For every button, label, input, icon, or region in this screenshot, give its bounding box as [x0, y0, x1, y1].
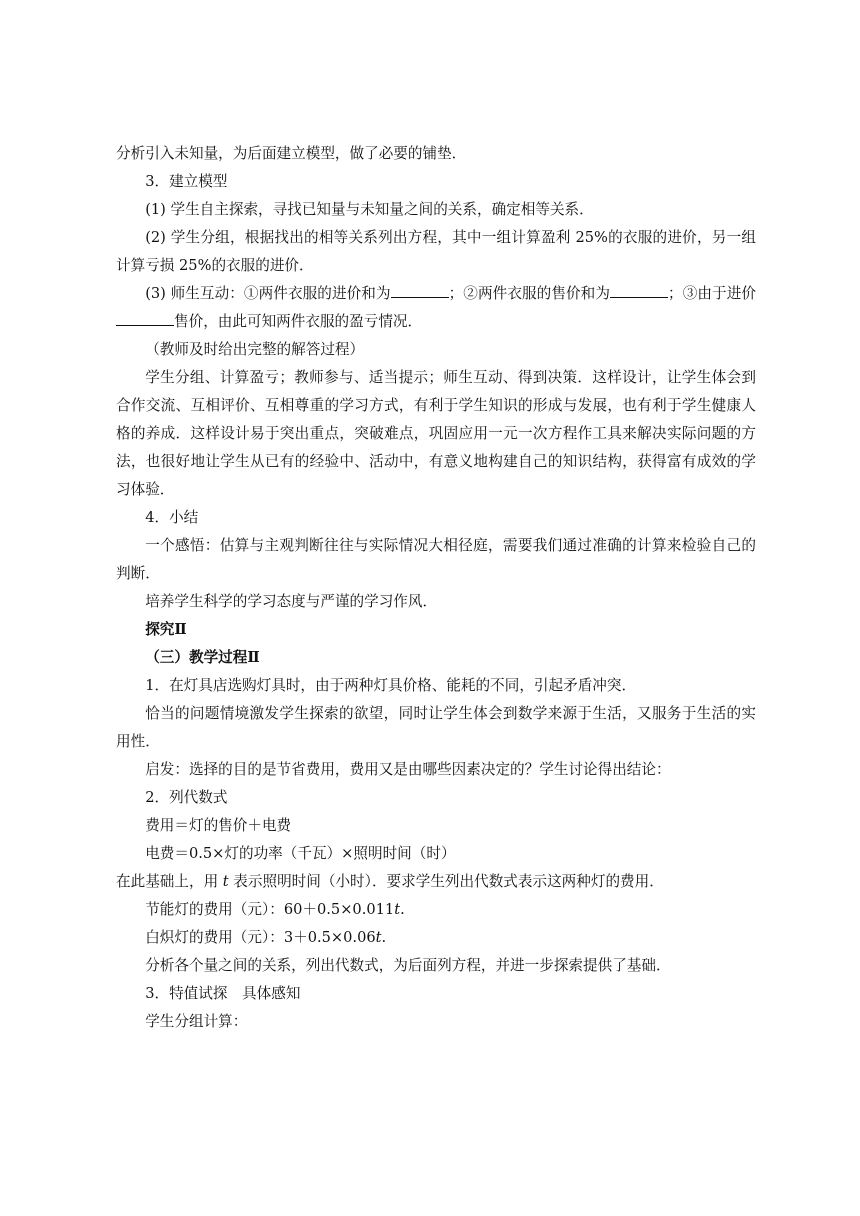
text-segment: .	[400, 901, 405, 918]
paragraph	[116, 868, 756, 896]
paragraph: 一个感悟：估算与主观判断往往与实际情况大相径庭，需要我们通过准确的计算来检验自己的判断．	[116, 537, 756, 582]
text-segment: ；③由于进价	[668, 285, 756, 302]
fill-blank	[391, 282, 449, 298]
formula-line	[116, 896, 756, 924]
section-heading: 3．建立模型	[145, 173, 228, 190]
paragraph-with-blanks	[116, 280, 756, 336]
bold-heading: （三）教学过程Ⅱ	[145, 649, 260, 666]
text-segment: 在此基础上，用	[116, 873, 223, 890]
paragraph: 分析引入未知量，为后面建立模型，做了必要的铺垫．	[116, 145, 467, 162]
text-segment: ；②两件衣服的售价和为	[448, 285, 611, 302]
paragraph: (1) 学生自主探索，寻找已知量与未知量之间的关系，确定相等关系．	[145, 201, 594, 218]
text-segment: 节能灯的费用（元）：60＋0.5×0.011	[145, 901, 395, 918]
text-segment: 售价，由此可知两件衣服的盈亏情况．	[174, 313, 423, 330]
paragraph: (2) 学生分组，根据找出的相等关系列出方程，其中一组计算盈利 25%的衣服的进价，另一组计算亏损 25%的衣服的进价．	[116, 229, 756, 274]
variable: t	[375, 929, 382, 946]
paragraph: 学生分组、计算盈亏；教师参与、适当提示；师生互动、得到决策．这样设计，让学生体会到合作交流、互相评价、互相尊重的学习方式，有利于学生知识的形成与发展，也有利于学生健康人格的养成．这样设计易于突出重点，突破难点，巩固应用一元一次方程作工具来解决实际问题的方法，也很好地让学生从已有的经验中、活动中，有意义地构建自己的知识结构，获得富有成效的学习体验．	[116, 369, 756, 498]
paragraph: 启发：选择的目的是节省费用，费用又是由哪些因素决定的？学生讨论得出结论：	[145, 761, 671, 778]
text-segment: 表示照明时间（小时）．要求学生列出代数式表示这两种灯的费用．	[228, 873, 664, 890]
paragraph: 学生分组计算：	[145, 1013, 248, 1030]
text-segment: 白炽灯的费用（元）：3＋0.5×0.06	[145, 929, 376, 946]
variable: t	[222, 873, 229, 890]
section-heading: 2．列代数式	[145, 789, 228, 806]
section-heading: 4．小结	[145, 509, 199, 526]
fill-blank	[610, 282, 668, 298]
paragraph: 1．在灯具店选购灯具时，由于两种灯具价格、能耗的不同，引起矛盾冲突．	[145, 677, 637, 694]
formula-line: 费用＝灯的售价＋电费	[145, 817, 292, 834]
document-body	[116, 140, 756, 1036]
bold-heading: 探究Ⅱ	[145, 621, 187, 638]
fill-blank	[116, 310, 174, 326]
paragraph: 恰当的问题情境激发学生探索的欲望，同时让学生体会到数学来源于生活，又服务于生活的实用性．	[116, 705, 756, 750]
text-segment: (3) 师生互动：①两件衣服的进价和为	[145, 285, 391, 302]
paragraph: （教师及时给出完整的解答过程）	[145, 341, 365, 358]
text-segment: .	[381, 929, 387, 946]
paragraph: 培养学生科学的学习态度与严谨的学习作风．	[145, 593, 438, 610]
formula-line	[116, 924, 756, 952]
variable: t	[394, 901, 401, 918]
section-heading: 3．特值试探 具体感知	[145, 985, 301, 1002]
paragraph: 分析各个量之间的关系，列出代数式，为后面列方程，并进一步探索提供了基础．	[145, 957, 671, 974]
formula-line: 电费＝0.5×灯的功率（千瓦）×照明时间（时）	[145, 845, 456, 862]
